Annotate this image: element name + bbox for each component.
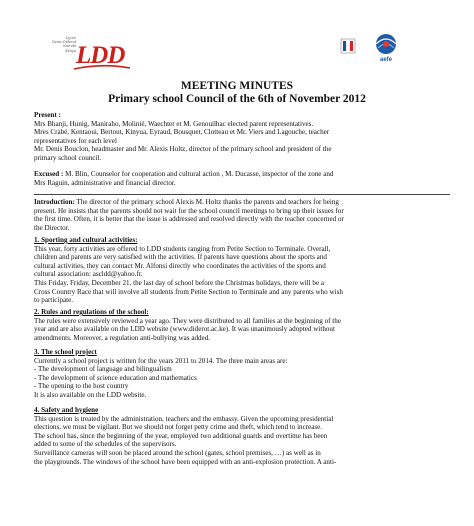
- introduction-label: Introduction:: [34, 198, 75, 206]
- logo-script-text: [32, 36, 76, 53]
- section-safety-hygiene: [34, 406, 450, 466]
- republic-seal-icon: [340, 38, 356, 54]
- section-sporting-cultural: [34, 236, 450, 305]
- introduction-line: present. He insists that the parents should not wait for the school council meetings to bring up their issues for: [34, 206, 344, 215]
- logo-script-line: Lycée: [65, 36, 76, 40]
- section-line: to participate.: [34, 296, 73, 305]
- section-line: children and parents are very satisfied with the activities. If parents have questions about the sports and: [34, 253, 327, 262]
- section-line: The rules were extensively reviewed a year ago. They were distributed to all families at the beginning of the: [34, 316, 341, 325]
- section-line: The school has, since the beginning of the year, employed two additional guards and overtime has been: [34, 431, 328, 440]
- section-heading: 3. The school project: [34, 348, 97, 356]
- section-list-item: - The opening to the host country: [34, 382, 129, 391]
- introduction-line: the Director.: [34, 223, 70, 232]
- present-line: primary school council.: [34, 153, 102, 162]
- present-line: representatives for each level: [34, 136, 117, 145]
- excused-text: M. Blin, Counselor for cooperation and cultural action , M. Ducasse, inspector of the zone and: [63, 170, 334, 178]
- excused-section: [34, 170, 450, 187]
- present-line: Mres Crabé, Kentaoui, Bertout, Kinyua, Eyraud, Bousquet, Clotteau et Mr. Viers and Lagouche, teacher: [34, 128, 330, 137]
- section-line: year and are also available on the LDD website (www.diderot.ac.ke). It was unanimously adopted without: [34, 325, 335, 334]
- present-line: Mr. Denis Bouclon, headmaster and Mr. Alexis Holtz, director of the primary school and president of the: [34, 145, 332, 154]
- section-line: Cross Country Race that will involve all students from Petite Section to Terminale and any parents who wish: [34, 287, 343, 296]
- section-heading: 1. Sporting and cultural activities:: [34, 236, 138, 244]
- section-line: cultural association: ascldd@yahoo.fr.: [34, 270, 143, 279]
- section-line: cultural activities, they can contact Mr. Alfonsi directly who coordinates the activities of the sports and: [34, 261, 326, 270]
- present-label: Present :: [34, 111, 61, 119]
- section-list-item: - The development of language and bilingualism: [34, 365, 172, 374]
- section-list-item: - The development of science education and mathematics: [34, 373, 197, 382]
- section-line: added to some of the schedules of the supervisors.: [34, 440, 177, 449]
- introduction-line: the first time. Often, it is better that the issue is addressed and resolved directly with the teacher concerned or: [34, 215, 344, 224]
- aefe-emblem-icon: [366, 32, 406, 70]
- excused-label: Excused :: [34, 170, 64, 178]
- logo-script-line: Kenya: [65, 48, 76, 53]
- section-rules-regulations: [34, 308, 450, 342]
- section-line: This question is treated by the administration, teachers and the embassy. Given the upcoming presidential: [34, 414, 334, 423]
- introduction-section: [34, 198, 450, 232]
- present-section: [34, 111, 450, 163]
- section-school-project: [34, 348, 450, 400]
- section-heading: 2. Rules and regulations of the school:: [34, 308, 149, 316]
- introduction-text: The director of the primary school Alexis M. Holtz thanks the parents and teachers for being: [74, 198, 339, 206]
- section-line: This year, forty activities are offered to LDD students ranging from Petite Section to Terminale. Overall,: [34, 244, 331, 253]
- aefe-logo: [340, 32, 450, 74]
- section-line: Currently a school project is written for the years 2011 to 2014. The three main areas are:: [34, 356, 288, 365]
- excused-line: Mrs Raguin, administrative and financial director.: [34, 178, 176, 187]
- present-line: Mrs Bhanji, Hunig, Maniraho, Molinié, Waechter et M. Genouilhac elected parent representatives.: [34, 119, 314, 128]
- section-line: This Friday, Friday, December 21, the last day of school before the Christmas holidays, there will be a: [34, 278, 325, 287]
- section-line: amendments. Moreover, a regulation anti-bullying was added.: [34, 333, 211, 342]
- section-line: It is also available on the LDD website.: [34, 390, 147, 399]
- aefe-logo-text: aefe: [379, 57, 392, 63]
- section-line: the playgrounds. The windows of the school have been equipped with an anti-explosion protection. A anti-: [34, 457, 337, 466]
- logo-swoosh-icon: [72, 64, 132, 72]
- document-subtitle: Primary school Council of the 6th of November 2012: [108, 93, 366, 105]
- document-title: MEETING MINUTES: [180, 80, 294, 92]
- ldd-logo-text: LDD: [76, 42, 125, 69]
- logo-script-line: Nairobi: [63, 44, 76, 49]
- section-heading: 4. Safety and hygiene: [34, 406, 99, 414]
- logo-script-line: Denis Diderot: [52, 40, 76, 45]
- divider: [34, 194, 450, 195]
- section-line: Surveillance cameras will soon be placed around the school (gates, school premises, …) as well as in: [34, 448, 321, 457]
- ldd-logo: [32, 34, 142, 74]
- section-line: elections, we must be vigilant. But we should not forget petty crime and theft, which tend to increase.: [34, 423, 323, 432]
